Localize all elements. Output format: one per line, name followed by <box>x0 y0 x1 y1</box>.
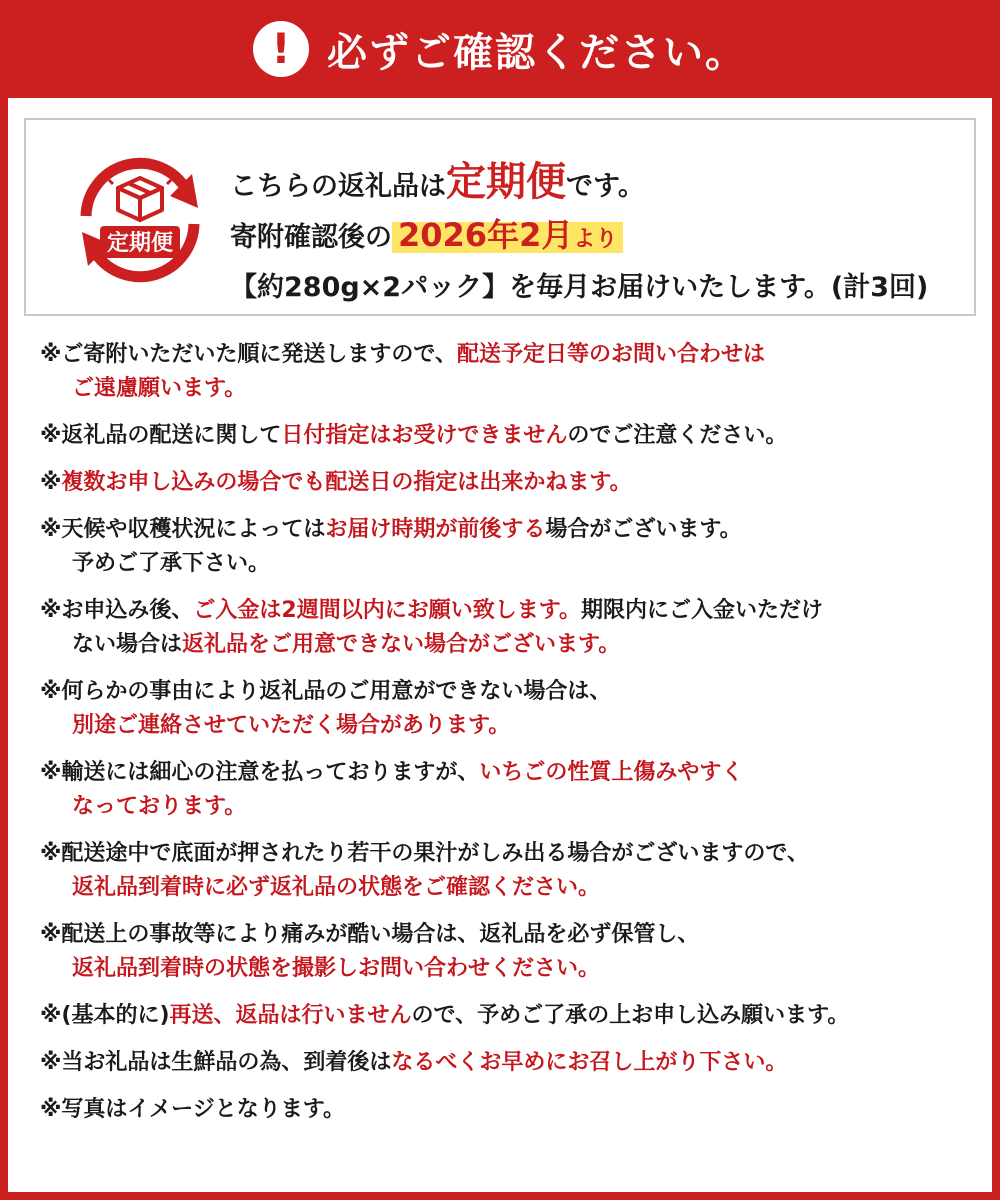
note-line <box>40 419 980 453</box>
start-date-highlight: 2026年2月より <box>392 222 623 253</box>
note-text: ※(基本的に) <box>40 1003 170 1028</box>
note-text: ※お申込み後、 <box>40 598 194 623</box>
subscription-highlight: 定期便 <box>446 159 566 205</box>
note-line <box>40 1093 980 1127</box>
note-text: ※返礼品の配送に関して <box>40 423 282 448</box>
note-line <box>40 372 980 406</box>
note-emphasis: 返礼品到着時の状態を撮影しお問い合わせください。 <box>72 956 601 981</box>
note-text: 期限内にご入金いただけ <box>580 598 823 623</box>
subscription-badge-icon <box>66 146 214 294</box>
note-emphasis: いちごの性質上傷みやすく <box>479 760 744 785</box>
note-line <box>40 628 980 662</box>
note-item <box>40 1093 980 1127</box>
note-line <box>40 871 980 905</box>
note-item <box>40 513 980 581</box>
note-item <box>40 756 980 824</box>
note-emphasis: 再送、返品は行いません <box>169 1003 412 1028</box>
note-emphasis: なっております。 <box>72 794 247 819</box>
note-line <box>40 594 980 628</box>
note-line <box>40 675 980 709</box>
page-title: 必ずご確認ください。 <box>327 29 747 76</box>
note-text: のでご注意ください。 <box>567 423 788 448</box>
box-icon <box>118 178 162 220</box>
note-line <box>40 709 980 743</box>
note-item <box>40 594 980 662</box>
note-emphasis: お届け時期が前後する <box>325 517 546 542</box>
note-line <box>40 338 980 372</box>
note-text: ※ご寄附いただいた順に発送しますので、 <box>40 342 457 367</box>
note-text: ない場合は <box>72 632 183 657</box>
note-text: ※天候や収穫状況によっては <box>40 517 326 542</box>
note-line <box>40 513 980 547</box>
subscription-info-text <box>230 158 928 312</box>
note-text: 予めご了承下さい。 <box>72 551 271 576</box>
notes-list <box>40 338 980 1140</box>
note-emphasis: ご入金は2週間以内にお願い致します。 <box>193 598 581 623</box>
note-emphasis: なるべくお早めにお召し上がり下さい。 <box>391 1050 788 1075</box>
note-text: ※ <box>40 470 62 495</box>
note-line <box>40 790 980 824</box>
note-item <box>40 338 980 406</box>
note-emphasis: 配送予定日等のお問い合わせは <box>456 342 765 367</box>
note-item <box>40 999 980 1033</box>
note-text: ので、予めご了承の上お申し込み願います。 <box>411 1003 850 1028</box>
note-text: ※配送途中で底面が押されたり若干の果汁がしみ出る場合がございますので、 <box>40 841 809 866</box>
badge-label: 定期便 <box>106 231 174 256</box>
note-emphasis: 複数お申し込みの場合でも配送日の指定は出来かねます。 <box>61 470 632 495</box>
note-emphasis: 返礼品到着時に必ず返礼品の状態をご確認ください。 <box>72 875 601 900</box>
exclamation-icon: ! <box>253 21 309 77</box>
note-item <box>40 918 980 986</box>
note-line <box>40 1046 980 1080</box>
note-line <box>40 918 980 952</box>
note-line <box>40 999 980 1033</box>
info-line-2: 寄附確認後の 2026年2月より <box>230 211 928 264</box>
note-emphasis: 日付指定はお受けできません <box>281 423 568 448</box>
info-line-3: 【約280g×2パック】を毎月お届けいたします。(計3回) <box>230 272 929 303</box>
note-line <box>40 837 980 871</box>
note-item <box>40 1046 980 1080</box>
note-item <box>40 466 980 500</box>
note-item <box>40 675 980 743</box>
note-text: ※何らかの事由により返礼品のご用意ができない場合は、 <box>40 679 612 704</box>
note-text: ※写真はイメージとなります。 <box>40 1097 345 1122</box>
note-line <box>40 466 980 500</box>
note-line <box>40 756 980 790</box>
subscription-info-box <box>24 118 976 316</box>
note-emphasis: 返礼品をご用意できない場合がございます。 <box>182 632 621 657</box>
note-text: ※当お礼品は生鮮品の為、到着後は <box>40 1050 392 1075</box>
note-emphasis: ご遠慮願います。 <box>72 376 247 401</box>
content-panel <box>8 98 992 1192</box>
info-line-1: こちらの返礼品は定期便です。 <box>230 159 645 205</box>
page-header <box>0 0 1000 98</box>
note-text: ※配送上の事故等により痛みが酷い場合は、返礼品を必ず保管し、 <box>40 922 700 947</box>
note-text: ※輸送には細心の注意を払っておりますが、 <box>40 760 480 785</box>
note-item <box>40 419 980 453</box>
note-line <box>40 547 980 581</box>
note-line <box>40 952 980 986</box>
note-emphasis: 別途ご連絡させていただく場合があります。 <box>72 713 511 738</box>
note-item <box>40 837 980 905</box>
note-text: 場合がございます。 <box>545 517 742 542</box>
